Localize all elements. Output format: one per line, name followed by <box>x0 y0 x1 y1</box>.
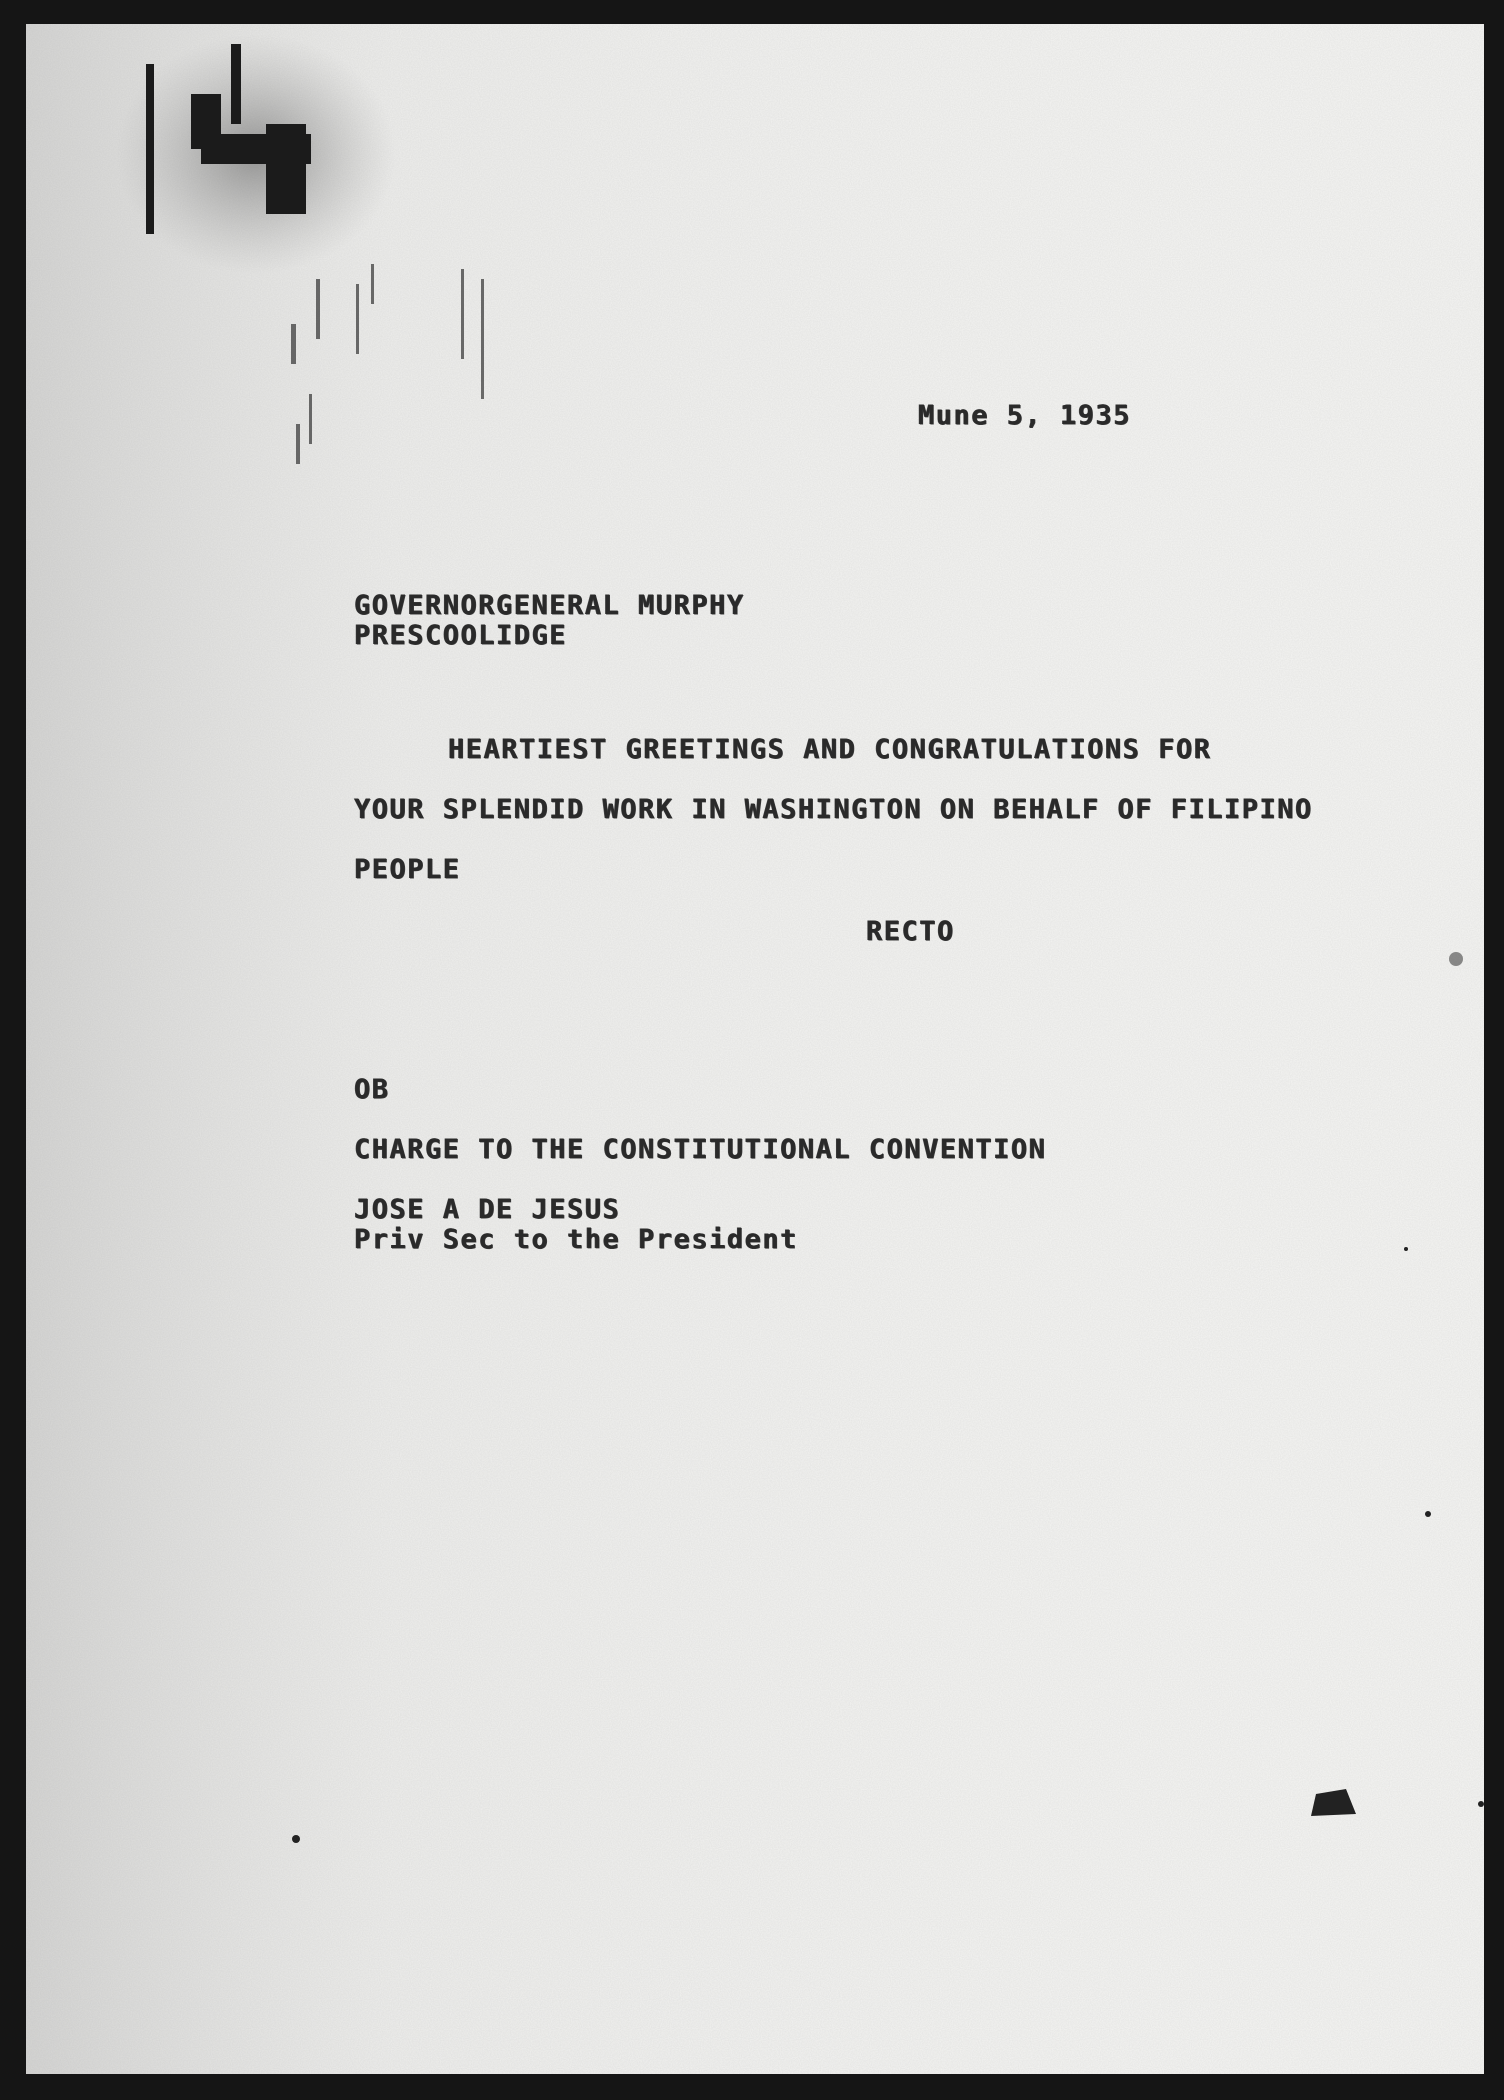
body-line-1: HEARTIEST GREETINGS AND CONGRATULATIONS FOR <box>448 734 1212 765</box>
charge-line: CHARGE TO THE CONSTITUTIONAL CONVENTION <box>354 1134 1047 1165</box>
paper-texture <box>26 24 1484 2074</box>
letter-date: Mune 5, 1935 <box>918 400 1132 431</box>
signature: RECTO <box>866 916 955 947</box>
addressee-line-2: PRESCOOLIDGE <box>354 620 568 651</box>
body-line-3: PEOPLE <box>354 854 461 885</box>
document-page <box>26 24 1484 2074</box>
sender-title: Priv Sec to the President <box>354 1224 798 1255</box>
body-line-2: YOUR SPLENDID WORK IN WASHINGTON ON BEHALF OF FILIPINO <box>354 794 1313 825</box>
addressee-line-1: GOVERNORGENERAL MURPHY <box>354 590 745 621</box>
routing-code: OB <box>354 1074 390 1105</box>
sender-name: JOSE A DE JESUS <box>354 1194 621 1225</box>
